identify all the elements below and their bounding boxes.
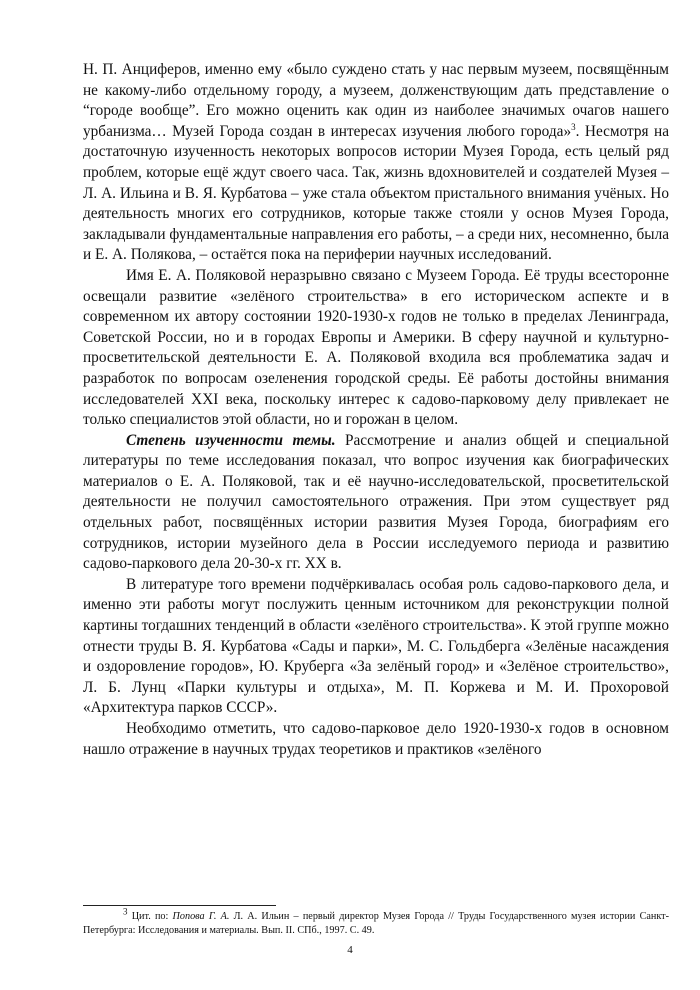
paragraph-text: Рассмотрение и анализ общей и специальной литературы по теме исследования показал, что вопрос изучения как биографических материалов о Е. А. Поляковой, так и её научно-исследовательской, просветительской деятельности не получил самостоятельного отражения. При этом существует ряд отдельных работ, посвящённых истории развития Музея Города, биографиям его сотрудников, истории музейного дела в России исследуемого периода и развитию садово-паркового дела 20-30-х гг. XX в. bbox=[83, 431, 669, 573]
section-heading-inline: Степень изученности темы. bbox=[126, 431, 336, 449]
paragraph bbox=[83, 266, 669, 431]
paragraph bbox=[83, 60, 669, 266]
body-text bbox=[83, 60, 669, 760]
paragraph-text: Необходимо отметить, что садово-парковое дело 1920-1930-х годов в основном нашло отражение в научных трудах теоретиков и практиков «зелёного bbox=[83, 720, 669, 758]
footnote-number: 3 bbox=[123, 906, 128, 917]
paragraph-text: Имя Е. А. Поляковой неразрывно связано с Музеем Города. Её труды всесторонне освещали развитие «зелёного строительства» в его историческом аспекте и в современном их автору состоянии 1920-1930-х годов не только в пределах Ленинграда, Советской России, но и в городах Европы и Америки. В сферу научной и культурно-просветительской деятельности Е. А. Поляковой входила вся проблематика задач и разработок по вопросам озеленения городской среды. Её работы достойны внимания исследователей XXI века, поскольку интерес к садово-парковому делу привлекает не только специалистов этой области, но и горожан в целом. bbox=[83, 266, 669, 429]
paragraph-text: В литературе того времени подчёркивалась особая роль садово-паркового дела, и именно эти работы могут послужить ценным источником для реконструкции полной картины тогдашних тенденций в области «зелёного строительства». К этой группе можно отнести труды В. Я. Курбатова «Сады и парки», М. С. Гольдберга «Зелёные насаждения и оздоровление городов», Ю. Круберга «За зелёный город» и «Зелёное строительство», Л. Б. Лунц «Парки культуры и отдыха», М. П. Коржева и М. И. Прохоровой «Архитектура парков СССР». bbox=[83, 575, 669, 717]
paragraph bbox=[83, 719, 669, 760]
paragraph-text: Н. П. Анциферов, именно ему «было суждено стать у нас первым музеем, посвящённым не какому-либо отдельному городу, а музеем, долженствующим дать представление о “городе вообще”. Его можно оценить как один из наиболее значимых очагов нашего урбанизма… Музей Города создан в интересах изучения любого города» bbox=[83, 61, 669, 140]
footnote-ref: 3 bbox=[571, 121, 576, 132]
paragraph-text: . Несмотря на достаточную изученность некоторых вопросов истории Музея Города, есть целый ряд проблем, которые ещё ждут своего часа. Так, жизнь вдохновителей и создателей Музея – Л. А. Ильина и В. Я. Курбатова – уже стала объектом пристального внимания учёных. Но деятельность многих его сотрудников, которые также стояли у основ Музея Города, закладывали фундаментальные направления его работы, – а среди них, несомненно, была и Е. А. Полякова, – остаётся пока на периферии научных исследований. bbox=[83, 122, 670, 264]
paragraph bbox=[83, 431, 669, 575]
footnote-author: Попова Г. А. bbox=[172, 911, 230, 922]
paragraph bbox=[83, 575, 669, 719]
footnote-lead: Цит. по: bbox=[127, 911, 173, 922]
page-number: 4 bbox=[347, 944, 353, 956]
footnote-separator bbox=[83, 905, 276, 906]
footnote bbox=[83, 906, 669, 938]
footnote-reference: Л. А. Ильин – первый директор Музея Города // Труды Государственного музея истории Санкт-Петербурга: Исследования и материалы. Вып. II. СПб., 1997. С. 49. bbox=[83, 911, 669, 936]
